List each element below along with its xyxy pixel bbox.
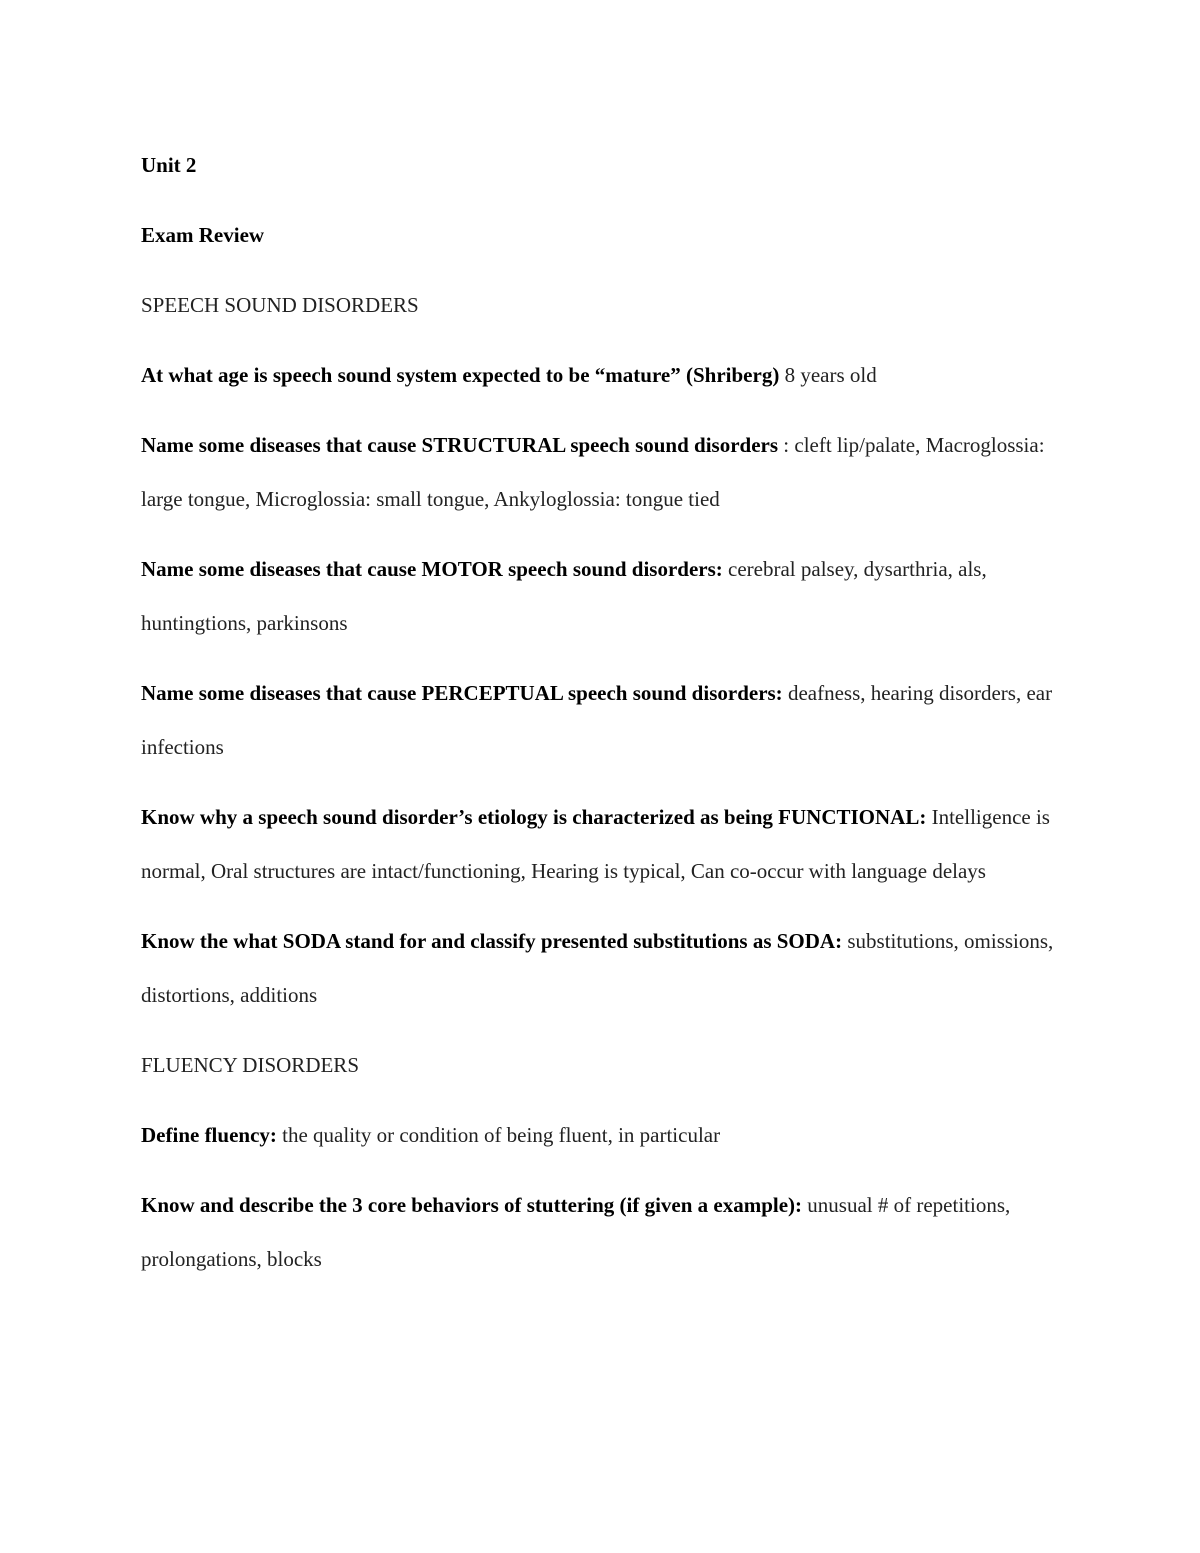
exam-review-heading: [141, 208, 1071, 262]
section-fluency-disorders: [141, 1038, 1071, 1092]
question-text: Name some diseases that cause STRUCTURAL speech sound disorders: [141, 433, 779, 457]
answer-text: cerebral palsey, dysarthria, als, huntingtions, parkinsons: [141, 557, 987, 635]
question-text: Know the what SODA stand for and classify presented substitutions as SODA:: [141, 929, 843, 953]
section-title: FLUENCY DISORDERS: [141, 1053, 359, 1077]
question-motor: [141, 542, 1071, 650]
answer-text: 8 years old: [779, 363, 877, 387]
question-text: Know why a speech sound disorder’s etiology is characterized as being FUNCTIONAL:: [141, 805, 927, 829]
answer-text: the quality or condition of being fluent, in particular: [276, 1123, 721, 1147]
section-speech-sound-disorders: [141, 278, 1071, 332]
question-perceptual: [141, 666, 1071, 774]
unit-heading: [141, 138, 1071, 192]
section-title: SPEECH SOUND DISORDERS: [141, 293, 419, 317]
question-text: Name some diseases that cause MOTOR speech sound disorders:: [141, 557, 723, 581]
answer-text: Intelligence is normal, Oral structures are intact/functioning, Hearing is typical, Can co-occur with language delays: [141, 805, 1050, 883]
document-body: [141, 138, 1071, 1302]
question-text: At what age is speech sound system expected to be “mature” (Shriberg): [141, 363, 780, 387]
question-functional: [141, 790, 1071, 898]
question-core-behaviors: [141, 1178, 1071, 1286]
question-text: Know and describe the 3 core behaviors of stuttering (if given a example):: [141, 1193, 803, 1217]
question-define-fluency: [141, 1108, 1071, 1162]
answer-text: : cleft lip/palate, Macroglossia: large tongue, Microglossia: small tongue, Ankyloglossia: tongue tied: [141, 433, 1045, 511]
answer-text: unusual # of repetitions, prolongations, blocks: [141, 1193, 1011, 1271]
answer-text: substitutions, omissions, distortions, additions: [141, 929, 1054, 1007]
answer-text: deafness, hearing disorders, ear infections: [141, 681, 1053, 759]
question-mature-age: [141, 348, 1071, 402]
question-soda: [141, 914, 1071, 1022]
question-text: Name some diseases that cause PERCEPTUAL speech sound disorders:: [141, 681, 783, 705]
unit-title: Unit 2: [141, 153, 197, 177]
question-text: Define fluency:: [141, 1123, 277, 1147]
exam-review-title: Exam Review: [141, 223, 265, 247]
question-structural: [141, 418, 1071, 526]
